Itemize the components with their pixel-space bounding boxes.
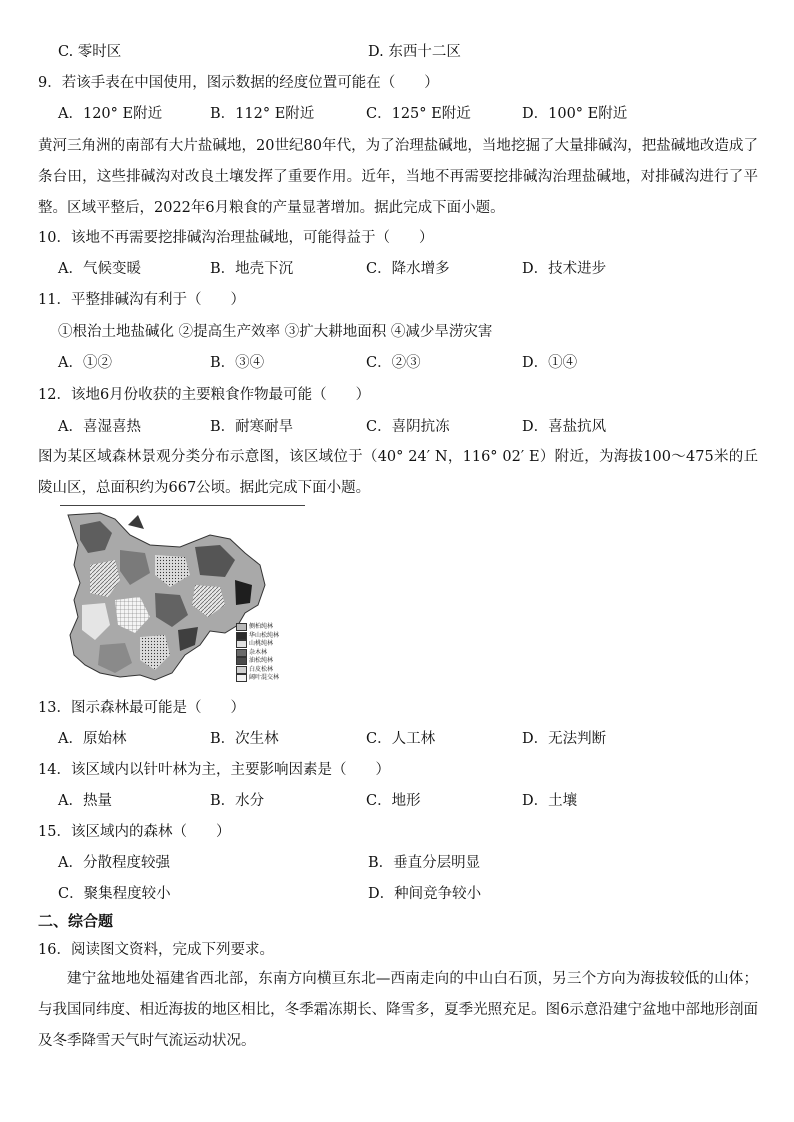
- q15-option-a: A．分散程度较强: [58, 855, 170, 871]
- legend-swatch: [236, 640, 247, 648]
- q11-items: ①根治土地盐碱化 ②提高生产效率 ③扩大耕地面积 ④减少旱涝灾害: [58, 324, 493, 340]
- q8-option-c: C. 零时区: [58, 44, 122, 60]
- q12-option-a: A．喜湿喜热: [58, 419, 141, 435]
- q9-option-b: B．112° E附近: [210, 106, 315, 122]
- q11-stem: 11．平整排碱沟有利于（ ）: [38, 292, 245, 308]
- q14-option-c: C．地形: [366, 793, 421, 809]
- q9-option-a: A．120° E附近: [58, 106, 163, 122]
- q10-option-a: A．气候变暖: [58, 261, 141, 277]
- q15-option-d: D．种间竞争较小: [368, 886, 482, 902]
- legend-swatch: [236, 623, 247, 631]
- q10-stem: 10．该地不再需要挖排碱沟治理盐碱地，可能得益于（ ）: [38, 230, 434, 246]
- q12-option-d: D．喜盐抗风: [522, 419, 607, 435]
- legend-label: 白皮松林: [249, 665, 274, 673]
- legend-swatch: [236, 666, 247, 674]
- legend-label: 华山松纯林: [249, 631, 280, 639]
- q9-stem: 9．若该手表在中国使用，图示数据的经度位置可能在（ ）: [38, 75, 439, 91]
- legend-item: [236, 640, 279, 649]
- legend-item: [236, 649, 279, 658]
- section-heading-comprehensive: 二、综合题: [38, 912, 114, 930]
- q10-option-c: C．降水增多: [366, 261, 450, 277]
- q16-passage: 建宁盆地地处福建省西北部，东南方向横亘东北—西南走向的中山白石顶，另三个方向为海拔较低的山体；与我国同纬度、相近海拔的地区相比，冬季霜冻期长、降雪多，夏季光照充足。图6示意沿建宁盆地中部地形剖面及冬季降雪天气时气流运动状况。: [38, 971, 758, 1049]
- q9-option-c: C．125° E附近: [366, 106, 471, 122]
- legend-label: 杂木林: [249, 648, 268, 656]
- passage-forest-region: 图为某区域森林景观分类分布示意图，该区域位于（40° 24′ N，116° 02′ E）附近，为海拔100～475米的丘陵山区，总面积约为667公顷。据此完成下面小题。: [38, 449, 758, 496]
- legend-label: 阔叶混交林: [249, 674, 280, 681]
- q11-option-b: B．③④: [210, 355, 265, 371]
- passage-saline-land: 黄河三角洲的南部有大片盐碱地，20世纪80年代，为了治理盐碱地，当地挖掘了大量排碱沟，把盐碱地改造成了条台田，这些排碱沟对改良土壤发挥了重要作用。近年，当地不再需要挖排碱沟治理盐碱地，对排碱沟进行了平整。区域平整后，2022年6月粮食的产量显著增加。据此完成下面小题。: [38, 138, 758, 216]
- q15-option-b: B．垂直分层明显: [368, 855, 481, 871]
- legend-item: [236, 674, 279, 683]
- legend-label: 油松纯林: [249, 657, 274, 664]
- forest-landscape-map: [60, 505, 305, 695]
- q14-option-a: A．热量: [58, 793, 112, 809]
- q9-option-d: D．100° E附近: [522, 106, 628, 122]
- q15-option-c: C．聚集程度较小: [58, 886, 171, 902]
- q11-option-a: A．①②: [58, 355, 112, 371]
- q16-stem: 16．阅读图文资料，完成下列要求。: [38, 942, 274, 958]
- legend-swatch: [236, 632, 247, 640]
- q12-option-b: B．耐寒耐旱: [210, 419, 294, 435]
- legend-item: [236, 623, 279, 632]
- q8-option-d: D. 东西十二区: [368, 44, 461, 60]
- q12-option-c: C．喜阴抗冻: [366, 419, 450, 435]
- q10-option-d: D．技术进步: [522, 261, 607, 277]
- legend-label: 山桃纯林: [249, 640, 274, 647]
- legend-item: [236, 657, 279, 666]
- legend-swatch: [236, 657, 247, 665]
- q14-option-d: D．土壤: [522, 793, 578, 809]
- legend-item: [236, 666, 279, 675]
- q13-option-d: D．无法判断: [522, 731, 607, 747]
- q10-option-b: B．地壳下沉: [210, 261, 294, 277]
- legend-swatch: [236, 674, 247, 682]
- q13-option-c: C．人工林: [366, 731, 436, 747]
- q13-option-a: A．原始林: [58, 731, 127, 747]
- legend-item: [236, 632, 279, 641]
- q15-stem: 15．该区域内的森林（ ）: [38, 824, 231, 840]
- q11-option-d: D．①④: [522, 355, 578, 371]
- q13-stem: 13．图示森林最可能是（ ）: [38, 700, 245, 716]
- q13-option-b: B．次生林: [210, 731, 279, 747]
- q14-option-b: B．水分: [210, 793, 265, 809]
- q11-option-c: C．②③: [366, 355, 421, 371]
- legend-label: 侧柏纯林: [249, 623, 274, 630]
- map-legend: [236, 623, 279, 683]
- q12-stem: 12．该地6月份收获的主要粮食作物最可能（ ）: [38, 387, 371, 403]
- legend-swatch: [236, 649, 247, 657]
- q14-stem: 14．该区域内以针叶林为主，主要影响因素是（ ）: [38, 762, 390, 778]
- figure-top-rule: [60, 505, 305, 506]
